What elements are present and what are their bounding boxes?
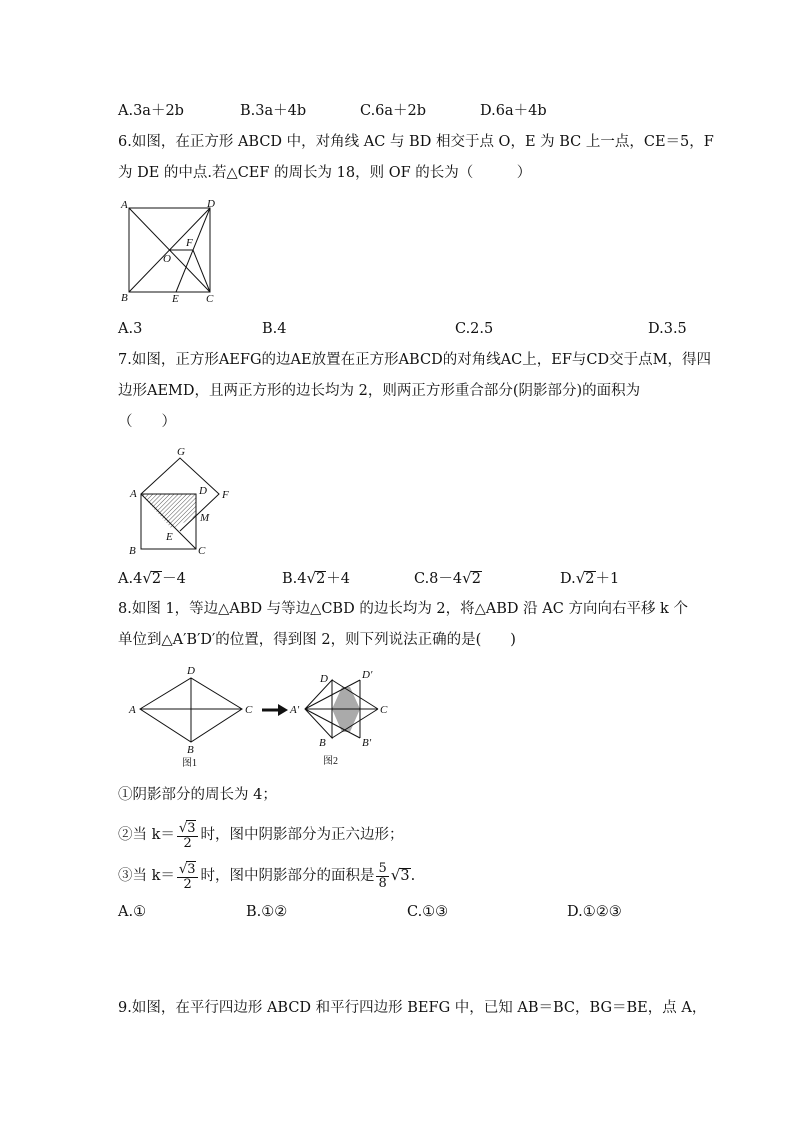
q7-option-d: D.√2＋1 — [560, 569, 620, 587]
q6-option-b: B.4 — [262, 321, 287, 337]
q7-label-g: G — [177, 446, 185, 458]
q8-fig2-label-b: B — [319, 737, 326, 749]
q7-stem-line2: 边形AEMD，且两正方形的边长均为 2，则两正方形重合部分(阴影部分)的面积为 — [118, 383, 641, 399]
q8-fig2-label-c: C — [380, 704, 388, 716]
q8-arrow-icon — [262, 704, 288, 716]
q6-option-c: C.2.5 — [455, 321, 494, 337]
q8-option-a: A.① — [118, 904, 147, 920]
q6-option-d: D.3.5 — [648, 321, 687, 337]
q8-fig2-label-d: D — [320, 673, 328, 685]
q8-figure2 — [290, 666, 395, 770]
q5-option-a: A.3a＋2b — [118, 103, 184, 119]
q6-label-d: D — [207, 198, 215, 210]
q7-stem-line3: （ ） — [118, 414, 176, 430]
q5-option-b: B.3a＋4b — [240, 103, 307, 119]
q6-label-o: O — [163, 253, 171, 265]
q7-figure — [122, 444, 242, 559]
q8-stem-line2: 单位到△A′B′D′的位置，得到图 2，则下列说法正确的是( ) — [118, 632, 516, 648]
q7-option-c: C.8－4√2 — [414, 569, 481, 587]
q8-statement-3: ③当 k＝ $\frac{√3}{2}$ 时，图中阴影部分的面积是 $\frac{5}{8}$ √3. — [118, 860, 416, 892]
q7-option-a: A.4√2－4 — [118, 569, 186, 587]
q8-fig1-label-b: B — [187, 744, 194, 756]
q8-fig1-label-c: C — [245, 704, 253, 716]
q6-label-f: F — [186, 237, 193, 249]
q8-option-d: D.①②③ — [567, 904, 622, 920]
q7-label-f: F — [222, 489, 229, 501]
q8-statement-2: ②当 k＝ $\frac{√3}{2}$ 时，图中阴影部分为正六边形； — [118, 820, 404, 851]
q7-label-e: E — [166, 531, 173, 543]
q6-label-c: C — [206, 293, 214, 305]
q8-option-b: B.①② — [246, 904, 288, 920]
q7-label-b: B — [129, 545, 136, 557]
q8-option-c: C.①③ — [407, 904, 449, 920]
q8-fig2-label-a1: A′ — [290, 704, 300, 716]
q5-option-d: D.6a＋4b — [480, 103, 547, 119]
q8-figure1 — [124, 662, 264, 770]
q8-fig1-label-a: A — [129, 704, 136, 716]
q7-label-a: A — [130, 488, 137, 500]
q8-fig2-label-b1: B′ — [362, 737, 372, 749]
q8-statement-1: ①阴影部分的周长为 4； — [118, 787, 277, 803]
q8-fig2-label-d1: D′ — [362, 669, 373, 681]
q7-label-d: D — [199, 485, 207, 497]
q8-fig1-label-d: D — [187, 665, 195, 677]
q7-stem-line1: 7.如图，正方形AEFG的边AE放置在正方形ABCD的对角线AC上，EF与CD交于点M，得四 — [118, 352, 711, 368]
q6-stem-line1: 6.如图，在正方形 ABCD 中，对角线 AC 与 BD 相交于点 O，E 为 BC 上一点，CE＝5，F — [118, 134, 714, 150]
q7-label-c: C — [198, 545, 206, 557]
q6-label-b: B — [121, 292, 128, 304]
q9-stem-line1: 9.如图，在平行四边形 ABCD 和平行四边形 BEFG 中，已知 AB＝BC，BG＝BE，点 A， — [118, 1000, 707, 1016]
q8-stem-line1: 8.如图 1，等边△ABD 与等边△CBD 的边长均为 2，将△ABD 沿 AC 方向向右平移 k 个 — [118, 601, 688, 617]
q7-option-b: B.4√2＋4 — [282, 569, 351, 587]
q6-figure — [118, 196, 228, 308]
q6-label-a: A — [121, 199, 128, 211]
q8-fig1-caption: 图1 — [182, 758, 197, 769]
q5-option-c: C.6a＋2b — [360, 103, 427, 119]
q6-label-e: E — [172, 293, 179, 305]
q7-label-m: M — [200, 512, 210, 524]
q8-fig2-caption: 图2 — [323, 756, 338, 767]
q6-option-a: A.3 — [118, 321, 143, 337]
q6-stem-line2: 为 DE 的中点.若△CEF 的周长为 18，则 OF 的长为（ ） — [118, 165, 532, 181]
q6-segment-fc — [193, 250, 210, 292]
